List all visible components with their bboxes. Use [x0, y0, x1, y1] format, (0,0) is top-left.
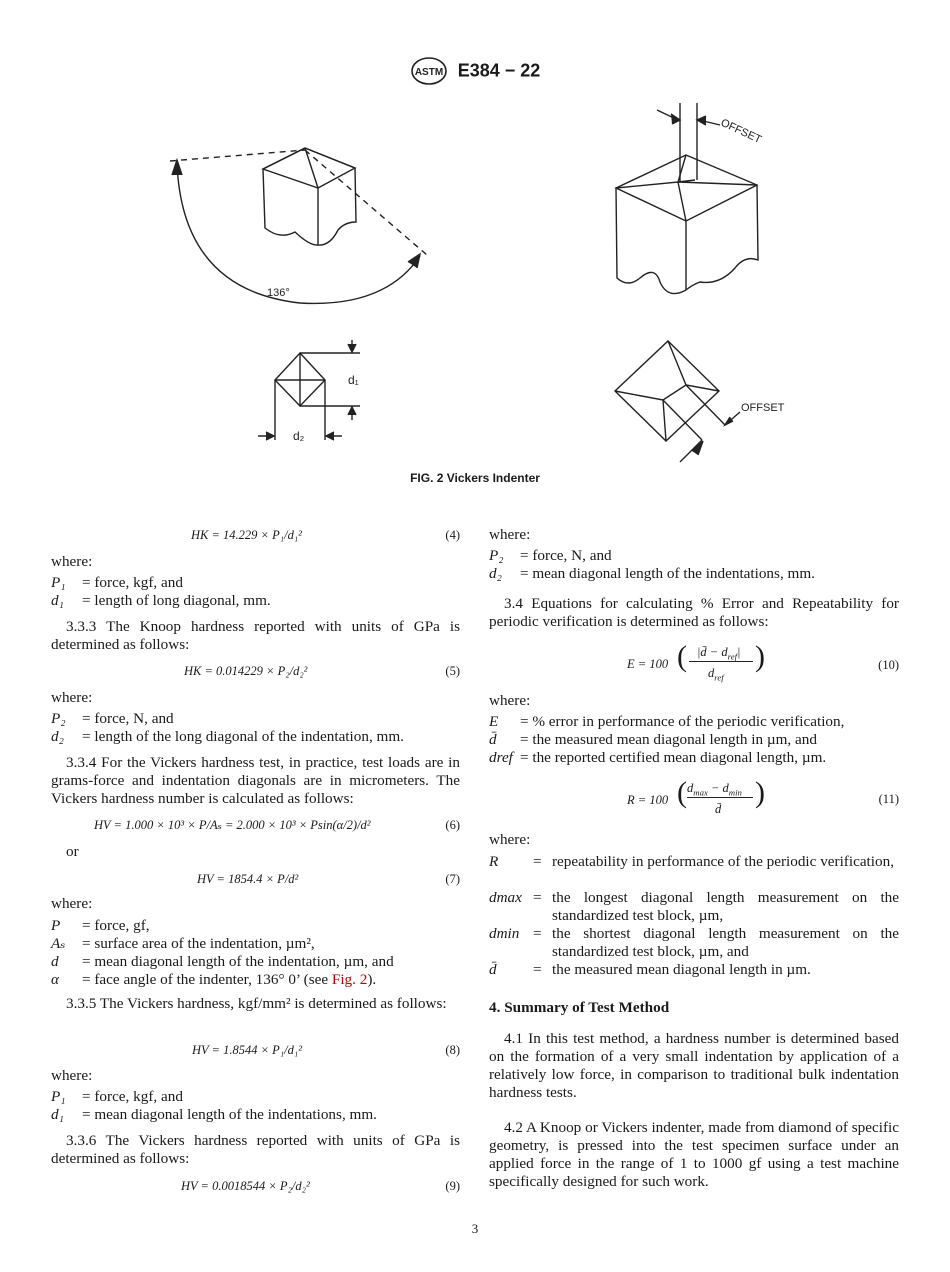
fig-2-link[interactable]: Fig. 2 [331, 971, 368, 988]
def-text: the longest diagonal length measurement on the standardized test block, µm, [552, 889, 899, 924]
def-symbol: d₂ [51, 728, 64, 745]
paren-right: ) [755, 776, 765, 809]
def-symbol: d₁ [51, 1106, 64, 1123]
def-text: = mean diagonal length of the indentations, mm. [520, 565, 815, 582]
equation-7-number: (7) [445, 872, 460, 886]
def-text: repeatability in performance of the periodic verification, [552, 853, 894, 870]
def-text: = length of long diagonal, mm. [82, 592, 271, 609]
figure-caption: FIG. 2 Vickers Indenter [410, 471, 540, 485]
def-symbol: P [51, 917, 61, 934]
equation-5: HK = 0.014229 × P₂/d₂² [184, 664, 308, 678]
def-text: = the reported certified mean diagonal length, µm. [520, 749, 827, 766]
def-symbol: P₂ [489, 547, 504, 564]
def-symbol: dref [489, 749, 513, 766]
equation-11 [627, 776, 767, 820]
equation-11-number: (11) [878, 792, 899, 806]
def-equals: = [533, 961, 542, 978]
equation-10-denominator: $d_{ref}$ [708, 666, 724, 683]
paren-left: ( [677, 640, 687, 673]
equation-5-number: (5) [445, 664, 460, 678]
paragraph-3-3-4: 3.3.4 For the Vickers hardness test, in practice, test loads are in grams-force and indentation diagonals are in micrometers. The Vickers hardness number is calculated as follows: [51, 754, 460, 807]
where-label: where: [51, 689, 93, 706]
left-column [51, 520, 460, 1200]
equation-10-numerator: |d̄ − $d_{ref}|$ [697, 645, 741, 662]
fraction-bar [689, 661, 753, 662]
def-symbol: P₁ [51, 1088, 66, 1105]
def-symbol: Aₛ [51, 935, 66, 952]
def-text: the shortest diagonal length measurement on the standardized test block, µm, and [552, 925, 899, 960]
paren-left: ( [677, 776, 687, 809]
equation-11-lhs: R = 100 [627, 793, 669, 807]
where-label: where: [51, 895, 93, 912]
def-text: = mean diagonal length of the indentation, µm, and [82, 953, 394, 970]
def-symbol: R [489, 853, 499, 870]
svg-text:ASTM: ASTM [414, 67, 443, 78]
def-text: = surface area of the indentation, µm², [82, 935, 315, 952]
def-text: = mean diagonal length of the indentations, mm. [82, 1106, 377, 1123]
def-text: = force, gf, [82, 917, 150, 934]
equation-11-numerator: $d_{max} - d_{min}$ [687, 781, 742, 798]
where-label: where: [51, 1067, 93, 1084]
offset-bottom-label: OFFSET [741, 402, 785, 414]
def-text: = % error in performance of the periodic verification, [520, 713, 845, 730]
def-text: = force, N, and [82, 710, 174, 727]
where-label: where: [489, 526, 531, 543]
paragraph-3-3-5: 3.3.5 The Vickers hardness, kgf/mm² is determined as follows: [66, 995, 447, 1012]
where-label: where: [489, 692, 531, 709]
equation-10 [627, 640, 767, 684]
paragraph-4-2: 4.2 A Knoop or Vickers indenter, made from diamond of specific geometry, is pressed into the test specimen surface under an applied force in the range of 1 to 1000 gf using a test machine specifically designed for such work. [489, 1119, 899, 1190]
def-text: = force, N, and [520, 547, 612, 564]
vickers-indenter-figure [0, 0, 950, 470]
d1-label: d₁ [348, 373, 359, 387]
paren-right: ) [755, 640, 765, 673]
equation-9: HV = 0.0018544 × P₂/d₂² [181, 1179, 310, 1193]
equation-10-lhs: E = 100 [627, 657, 669, 671]
section-4-heading: 4. Summary of Test Method [489, 999, 670, 1016]
paragraph-4-1: 4.1 In this test method, a hardness number is determined based on the formation of a very small indentation by application of a relatively low force, in comparison to traditional bulk indentation hardness tests. [489, 1030, 899, 1101]
def-text: = length of the long diagonal of the indentation, mm. [82, 728, 404, 745]
d2-label: d₂ [293, 429, 305, 443]
def-symbol: d̄ [489, 731, 497, 748]
equation-11-denominator: d̄ [715, 802, 722, 816]
def-equals: = [533, 889, 542, 906]
fraction-bar [687, 797, 753, 798]
offset-top-label: OFFSET [718, 116, 764, 147]
or-label: or [66, 843, 79, 860]
angle-label: 136° [267, 287, 290, 299]
paragraph-3-3-6: 3.3.6 The Vickers hardness reported with units of GPa is determined as follows: [51, 1132, 460, 1167]
def-symbol: α [51, 971, 59, 988]
def-text: = force, kgf, and [82, 574, 183, 591]
equation-6: HV = 1.000 × 10³ × P/Aₛ = 2.000 × 10³ × Psin(α/2)/d² [94, 818, 371, 832]
def-symbol: dmin [489, 925, 520, 942]
def-symbol: E [489, 713, 499, 730]
def-equals: = [533, 853, 542, 870]
equation-4-number: (4) [445, 528, 460, 542]
page-number: 3 [471, 1221, 479, 1236]
def-text: = the measured mean diagonal length in µm, and [520, 731, 817, 748]
where-label: where: [51, 553, 93, 570]
def-text: = face angle of the indenter, 136° 0’ (see [82, 971, 332, 988]
equation-6-number: (6) [445, 818, 460, 832]
def-text: the measured mean diagonal length in µm. [552, 961, 811, 978]
paragraph-3-3-3: 3.3.3 The Knoop hardness reported with units of GPa is determined as follows: [51, 618, 460, 653]
equation-7: HV = 1854.4 × P/d² [197, 872, 299, 886]
def-text-tail: ). [367, 971, 377, 988]
document-designation: E384 − 22 [457, 60, 541, 81]
def-symbol: d₂ [489, 565, 502, 582]
equation-4: HK = 14.229 × P₁/d₁² [191, 528, 302, 542]
def-symbol: d [51, 953, 59, 970]
def-text: = force, kgf, and [82, 1088, 183, 1105]
def-symbol: dmax [489, 889, 522, 906]
def-symbol: d₁ [51, 592, 64, 609]
def-symbol: P₁ [51, 574, 66, 591]
def-text-angle [82, 971, 376, 989]
right-column [489, 520, 899, 1200]
equation-8: HV = 1.8544 × P₁/d₁² [192, 1043, 302, 1057]
def-symbol: d̄ [489, 961, 497, 978]
def-equals: = [533, 925, 542, 942]
paragraph-3-4: 3.4 Equations for calculating % Error and Repeatability for periodic verification is determined as follows: [489, 595, 899, 630]
equation-8-number: (8) [445, 1043, 460, 1057]
def-symbol: P₂ [51, 710, 66, 727]
where-label: where: [489, 831, 531, 848]
equation-10-number: (10) [878, 658, 899, 672]
equation-9-number: (9) [445, 1179, 460, 1193]
